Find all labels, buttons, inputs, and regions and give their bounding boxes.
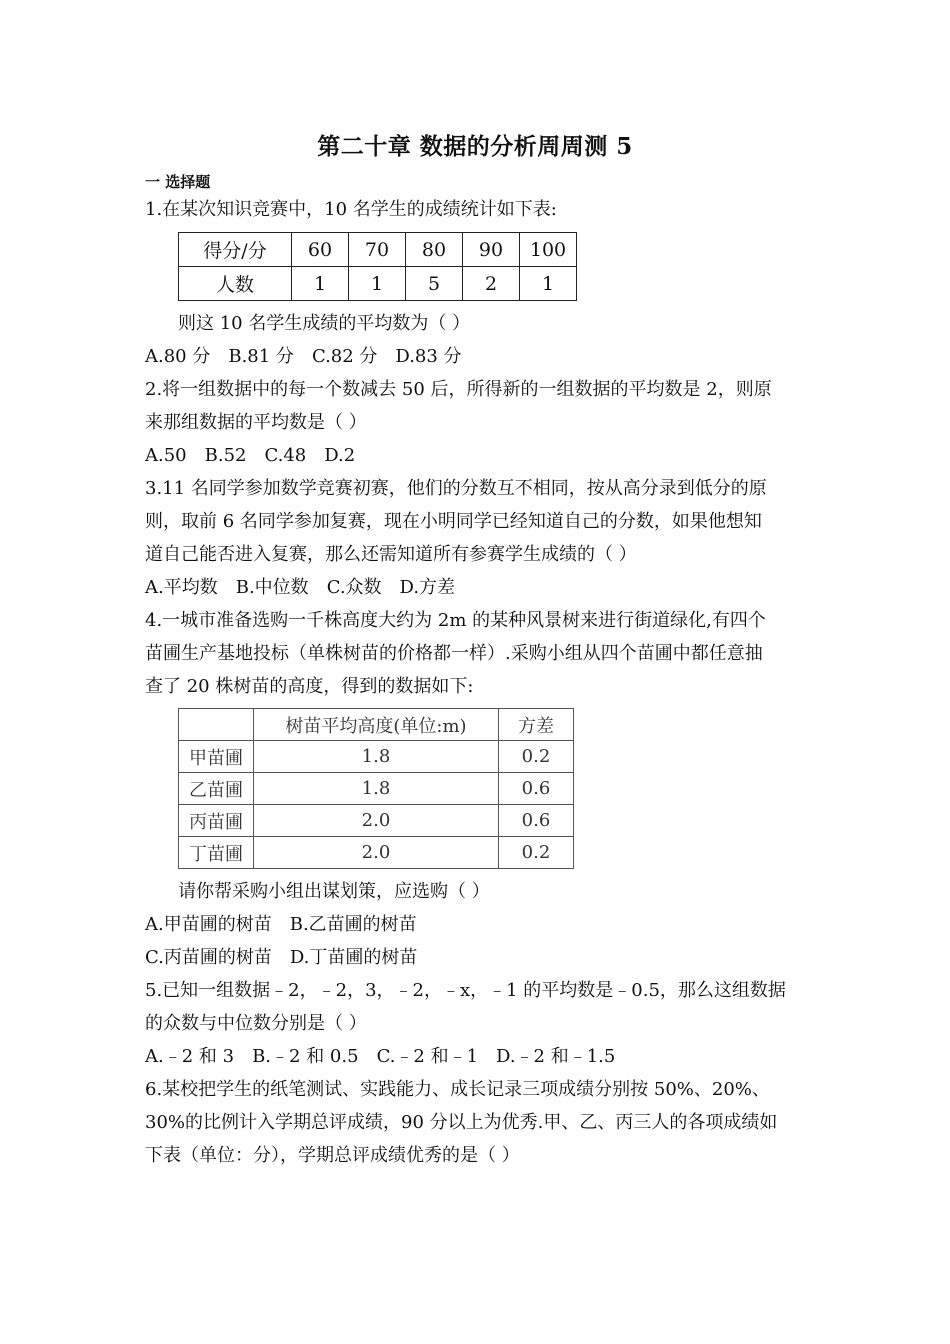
q4-options-line2 xyxy=(145,946,435,970)
q4-line1: 4.一城市准备选购一千株高度大约为 2m 的某种风景树来进行街道绿化,有四个 xyxy=(145,610,766,631)
table-cell: 0.2 xyxy=(499,837,574,869)
option-b: B.81 分 xyxy=(228,346,294,367)
option-b: B.乙苗圃的树苗 xyxy=(289,914,417,935)
q2-options xyxy=(145,444,373,468)
q4-line2: 苗圃生产基地投标（单株树苗的价格都一样）.采购小组从四个苗圃中都任意抽 xyxy=(145,643,763,664)
q1-score-table xyxy=(178,232,577,301)
q6-line2: 30%的比例计入学期总评成绩，90 分以上为优秀.甲、乙、丙三人的各项成绩如 xyxy=(145,1112,778,1133)
table-cell: 树苗平均高度(单位:m) xyxy=(254,709,499,741)
table-row xyxy=(179,805,574,837)
table-cell: 0.6 xyxy=(499,773,574,805)
option-d: D.2 xyxy=(324,445,356,466)
q2-line2: 来那组数据的平均数是（ ） xyxy=(145,412,367,433)
q3-options xyxy=(145,576,473,600)
q6-line3: 下表（单位：分），学期总评成绩优秀的是（ ） xyxy=(145,1145,520,1166)
option-d: D.83 分 xyxy=(395,346,462,367)
q4-nursery-table xyxy=(178,708,574,869)
table-cell: 0.6 xyxy=(499,805,574,837)
q1-stem: 1.在某次知识竞赛中，10 名学生的成绩统计如下表: xyxy=(145,199,557,220)
option-a: A.甲苗圃的树苗 xyxy=(145,914,272,935)
option-a: A.平均数 xyxy=(145,577,218,598)
table-row xyxy=(179,837,574,869)
table-cell: 90 xyxy=(463,233,520,267)
q2-line1: 2.将一组数据中的每一个数减去 50 后，所得新的一组数据的平均数是 2，则原 xyxy=(145,379,772,400)
table-cell: 甲苗圃 xyxy=(179,741,254,773)
table-cell: 60 xyxy=(292,233,349,267)
table-row xyxy=(179,233,577,267)
table-cell: 2.0 xyxy=(254,837,499,869)
table-cell: 70 xyxy=(349,233,406,267)
table-cell: 人数 xyxy=(179,267,292,301)
table-cell: 丁苗圃 xyxy=(179,837,254,869)
table-cell: 1 xyxy=(520,267,577,301)
table-cell: 1 xyxy=(349,267,406,301)
q5-options xyxy=(145,1045,633,1069)
table-cell: 1.8 xyxy=(254,773,499,805)
table-cell: 乙苗圃 xyxy=(179,773,254,805)
option-a: A.﹣2 和 3 xyxy=(145,1046,235,1067)
table-cell: 得分/分 xyxy=(179,233,292,267)
option-c: C.丙苗圃的树苗 xyxy=(145,947,272,968)
table-cell xyxy=(179,709,254,741)
page-title: 第二十章 数据的分析周周测 5 xyxy=(317,133,633,160)
option-b: B.中位数 xyxy=(235,577,309,598)
q4-line3: 查了 20 株树苗的高度，得到的数据如下: xyxy=(145,676,474,697)
q5-line2: 的众数与中位数分别是（ ） xyxy=(145,1013,367,1034)
table-cell: 1 xyxy=(292,267,349,301)
option-b: B.﹣2 和 0.5 xyxy=(252,1046,359,1067)
option-b: B.52 xyxy=(204,445,247,466)
table-cell: 0.2 xyxy=(499,741,574,773)
q4-ask: 请你帮采购小组出谋划策，应选购（ ） xyxy=(178,881,490,902)
option-d: D.﹣2 和﹣1.5 xyxy=(496,1046,616,1067)
table-row xyxy=(179,773,574,805)
option-d: D.丁苗圃的树苗 xyxy=(289,947,418,968)
table-cell: 2.0 xyxy=(254,805,499,837)
table-cell: 100 xyxy=(520,233,577,267)
q3-line1: 3.11 名同学参加数学竞赛初赛，他们的分数互不相同，按从高分录到低分的原 xyxy=(145,478,767,499)
q1-ask: 则这 10 名学生成绩的平均数为（ ） xyxy=(178,313,471,334)
option-c: C.48 xyxy=(264,445,307,466)
table-row xyxy=(179,741,574,773)
table-cell: 80 xyxy=(406,233,463,267)
q5-line1: 5.已知一组数据﹣2，﹣2，3，﹣2，﹣x，﹣1 的平均数是﹣0.5，那么这组数据 xyxy=(145,980,786,1001)
option-c: C.82 分 xyxy=(311,346,378,367)
option-a: A.50 xyxy=(145,445,187,466)
table-row xyxy=(179,267,577,301)
option-a: A.80 分 xyxy=(145,346,211,367)
table-cell: 5 xyxy=(406,267,463,301)
table-cell: 2 xyxy=(463,267,520,301)
table-cell: 丙苗圃 xyxy=(179,805,254,837)
table-cell: 1.8 xyxy=(254,741,499,773)
table-cell: 方差 xyxy=(499,709,574,741)
q4-options-line1 xyxy=(145,913,435,937)
q3-line2: 则，取前 6 名同学参加复赛，现在小明同学已经知道自己的分数，如果他想知 xyxy=(145,511,762,532)
q6-line1: 6.某校把学生的纸笔测试、实践能力、成长记录三项成绩分别按 50%、20%、 xyxy=(145,1079,770,1100)
option-d: D.方差 xyxy=(399,577,456,598)
option-c: C.﹣2 和﹣1 xyxy=(376,1046,479,1067)
table-row xyxy=(179,709,574,741)
option-c: C.众数 xyxy=(326,577,382,598)
q1-options xyxy=(145,345,480,369)
q3-line3: 道自己能否进入复赛，那么还需知道所有参赛学生成绩的（ ） xyxy=(145,544,637,565)
section-heading: 一 选择题 xyxy=(145,173,211,191)
